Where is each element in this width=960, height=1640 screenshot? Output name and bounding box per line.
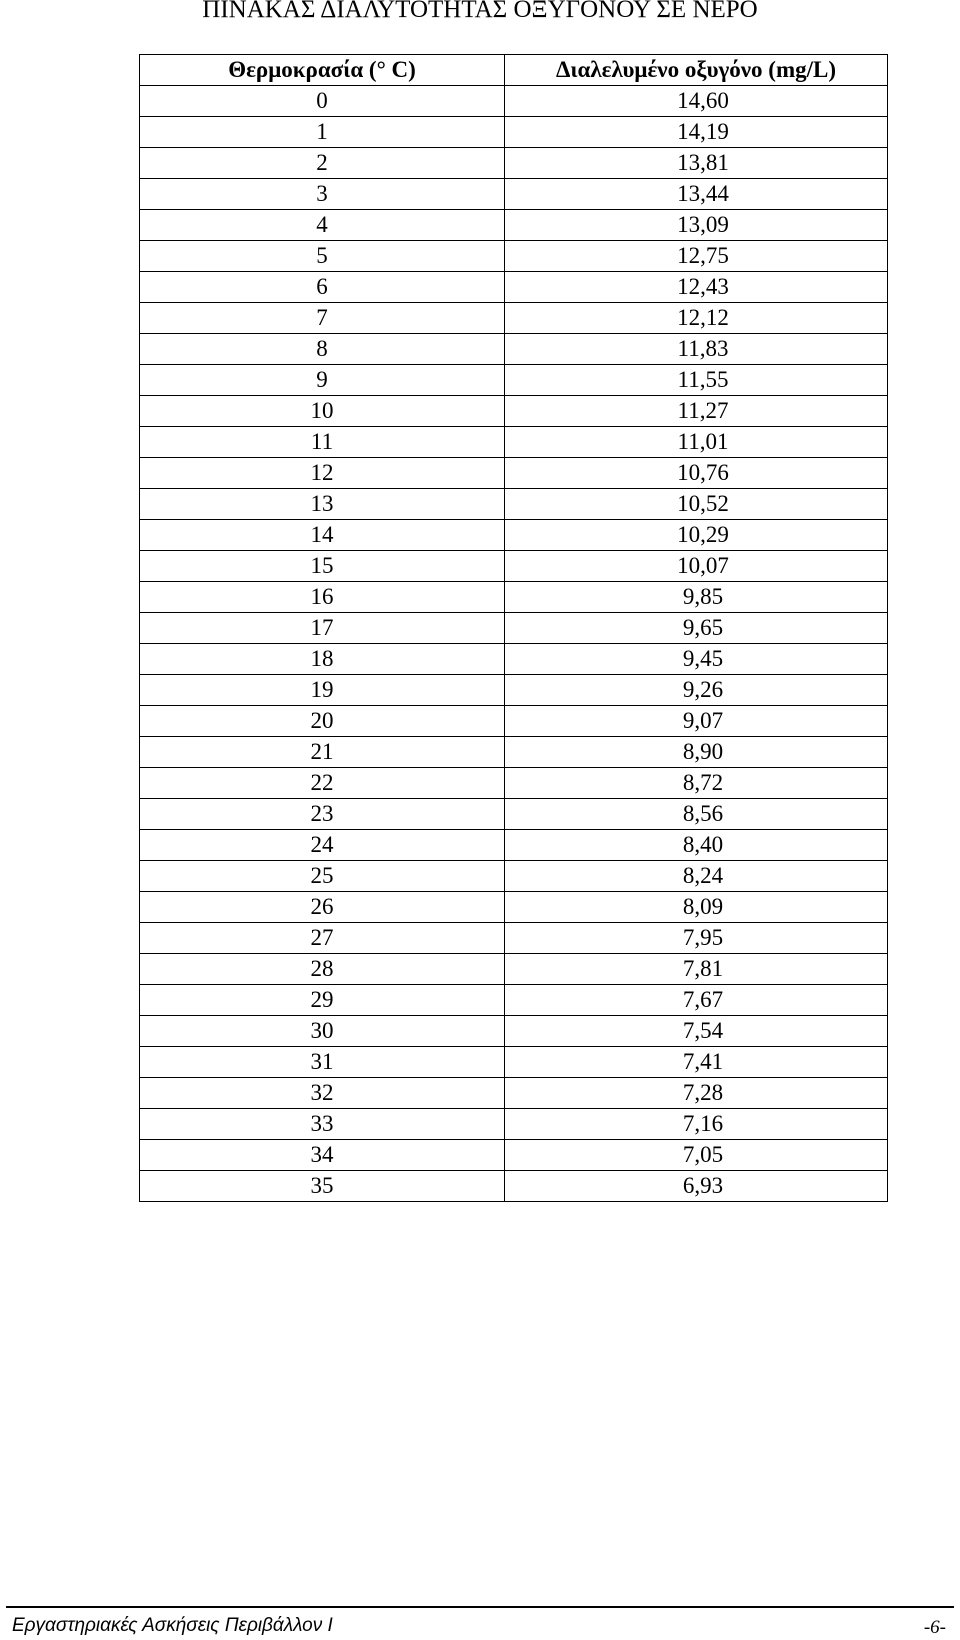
temperature-cell: 21 xyxy=(140,737,505,768)
temperature-cell: 16 xyxy=(140,582,505,613)
temperature-cell: 22 xyxy=(140,768,505,799)
dissolved-oxygen-cell: 8,72 xyxy=(505,768,888,799)
table-row xyxy=(140,706,888,737)
temperature-cell: 28 xyxy=(140,954,505,985)
dissolved-oxygen-cell: 9,85 xyxy=(505,582,888,613)
temperature-cell: 13 xyxy=(140,489,505,520)
table-row xyxy=(140,520,888,551)
dissolved-oxygen-cell: 9,26 xyxy=(505,675,888,706)
table-row xyxy=(140,675,888,706)
dissolved-oxygen-cell: 12,12 xyxy=(505,303,888,334)
dissolved-oxygen-cell: 7,67 xyxy=(505,985,888,1016)
table-row xyxy=(140,179,888,210)
dissolved-oxygen-cell: 10,76 xyxy=(505,458,888,489)
header-dissolved-oxygen: Διαλελυμένο οξυγόνο (mg/L) xyxy=(505,55,888,86)
table-row xyxy=(140,210,888,241)
table-row xyxy=(140,923,888,954)
table-row xyxy=(140,892,888,923)
table-row xyxy=(140,954,888,985)
table-body xyxy=(140,86,888,1202)
dissolved-oxygen-cell: 10,52 xyxy=(505,489,888,520)
temperature-cell: 26 xyxy=(140,892,505,923)
dissolved-oxygen-cell: 9,65 xyxy=(505,613,888,644)
temperature-cell: 5 xyxy=(140,241,505,272)
table-header-row xyxy=(140,55,888,86)
table-row xyxy=(140,458,888,489)
dissolved-oxygen-cell: 6,93 xyxy=(505,1171,888,1202)
table-row xyxy=(140,148,888,179)
dissolved-oxygen-cell: 11,83 xyxy=(505,334,888,365)
temperature-cell: 25 xyxy=(140,861,505,892)
temperature-cell: 29 xyxy=(140,985,505,1016)
table-row xyxy=(140,1078,888,1109)
temperature-cell: 19 xyxy=(140,675,505,706)
table-row xyxy=(140,303,888,334)
dissolved-oxygen-cell: 9,45 xyxy=(505,644,888,675)
dissolved-oxygen-cell: 9,07 xyxy=(505,706,888,737)
temperature-cell: 9 xyxy=(140,365,505,396)
temperature-cell: 10 xyxy=(140,396,505,427)
table-row xyxy=(140,582,888,613)
table-row xyxy=(140,1140,888,1171)
dissolved-oxygen-cell: 11,01 xyxy=(505,427,888,458)
page-title: ΠΙΝΑΚΑΣ ΔΙΑΛΥΤΟΤΗΤΑΣ ΟΞΥΓΟΝΟΥ ΣΕ ΝΕΡΟ xyxy=(202,0,758,23)
table-row xyxy=(140,396,888,427)
table-row xyxy=(140,334,888,365)
temperature-cell: 18 xyxy=(140,644,505,675)
temperature-cell: 30 xyxy=(140,1016,505,1047)
table-row xyxy=(140,830,888,861)
table-row xyxy=(140,1171,888,1202)
dissolved-oxygen-cell: 8,40 xyxy=(505,830,888,861)
temperature-cell: 8 xyxy=(140,334,505,365)
table-row xyxy=(140,985,888,1016)
oxygen-solubility-table xyxy=(139,54,888,1202)
temperature-cell: 14 xyxy=(140,520,505,551)
table-row xyxy=(140,117,888,148)
table-row xyxy=(140,861,888,892)
temperature-cell: 17 xyxy=(140,613,505,644)
table-row xyxy=(140,768,888,799)
table-row xyxy=(140,272,888,303)
temperature-cell: 15 xyxy=(140,551,505,582)
temperature-cell: 2 xyxy=(140,148,505,179)
table-row xyxy=(140,799,888,830)
temperature-cell: 4 xyxy=(140,210,505,241)
temperature-cell: 20 xyxy=(140,706,505,737)
dissolved-oxygen-cell: 13,09 xyxy=(505,210,888,241)
table-row xyxy=(140,427,888,458)
dissolved-oxygen-cell: 13,44 xyxy=(505,179,888,210)
dissolved-oxygen-cell: 11,55 xyxy=(505,365,888,396)
temperature-cell: 11 xyxy=(140,427,505,458)
dissolved-oxygen-cell: 7,81 xyxy=(505,954,888,985)
dissolved-oxygen-cell: 10,07 xyxy=(505,551,888,582)
dissolved-oxygen-cell: 13,81 xyxy=(505,148,888,179)
footer-divider xyxy=(6,1606,954,1608)
temperature-cell: 6 xyxy=(140,272,505,303)
table-row xyxy=(140,86,888,117)
dissolved-oxygen-cell: 7,28 xyxy=(505,1078,888,1109)
temperature-cell: 1 xyxy=(140,117,505,148)
temperature-cell: 32 xyxy=(140,1078,505,1109)
dissolved-oxygen-cell: 8,09 xyxy=(505,892,888,923)
dissolved-oxygen-cell: 12,43 xyxy=(505,272,888,303)
dissolved-oxygen-cell: 8,90 xyxy=(505,737,888,768)
table-row xyxy=(140,737,888,768)
footer-page-number: -6- xyxy=(923,1617,946,1638)
temperature-cell: 3 xyxy=(140,179,505,210)
dissolved-oxygen-cell: 14,60 xyxy=(505,86,888,117)
dissolved-oxygen-cell: 10,29 xyxy=(505,520,888,551)
temperature-cell: 31 xyxy=(140,1047,505,1078)
table-row xyxy=(140,613,888,644)
table-row xyxy=(140,1016,888,1047)
dissolved-oxygen-cell: 7,95 xyxy=(505,923,888,954)
temperature-cell: 27 xyxy=(140,923,505,954)
table-row xyxy=(140,1109,888,1140)
table-row xyxy=(140,241,888,272)
header-temperature: Θερμοκρασία (° C) xyxy=(140,55,505,86)
dissolved-oxygen-cell: 7,54 xyxy=(505,1016,888,1047)
dissolved-oxygen-cell: 14,19 xyxy=(505,117,888,148)
dissolved-oxygen-cell: 7,41 xyxy=(505,1047,888,1078)
dissolved-oxygen-cell: 11,27 xyxy=(505,396,888,427)
table-row xyxy=(140,644,888,675)
temperature-cell: 12 xyxy=(140,458,505,489)
temperature-cell: 23 xyxy=(140,799,505,830)
table-row xyxy=(140,551,888,582)
table-row xyxy=(140,365,888,396)
table-row xyxy=(140,1047,888,1078)
temperature-cell: 35 xyxy=(140,1171,505,1202)
temperature-cell: 33 xyxy=(140,1109,505,1140)
dissolved-oxygen-cell: 8,56 xyxy=(505,799,888,830)
footer-course-title: Εργαστηριακές Ασκήσεις Περιβάλλον Ι xyxy=(12,1615,333,1636)
temperature-cell: 24 xyxy=(140,830,505,861)
table-row xyxy=(140,489,888,520)
temperature-cell: 0 xyxy=(140,86,505,117)
temperature-cell: 7 xyxy=(140,303,505,334)
dissolved-oxygen-cell: 12,75 xyxy=(505,241,888,272)
dissolved-oxygen-cell: 7,16 xyxy=(505,1109,888,1140)
temperature-cell: 34 xyxy=(140,1140,505,1171)
dissolved-oxygen-cell: 7,05 xyxy=(505,1140,888,1171)
dissolved-oxygen-cell: 8,24 xyxy=(505,861,888,892)
